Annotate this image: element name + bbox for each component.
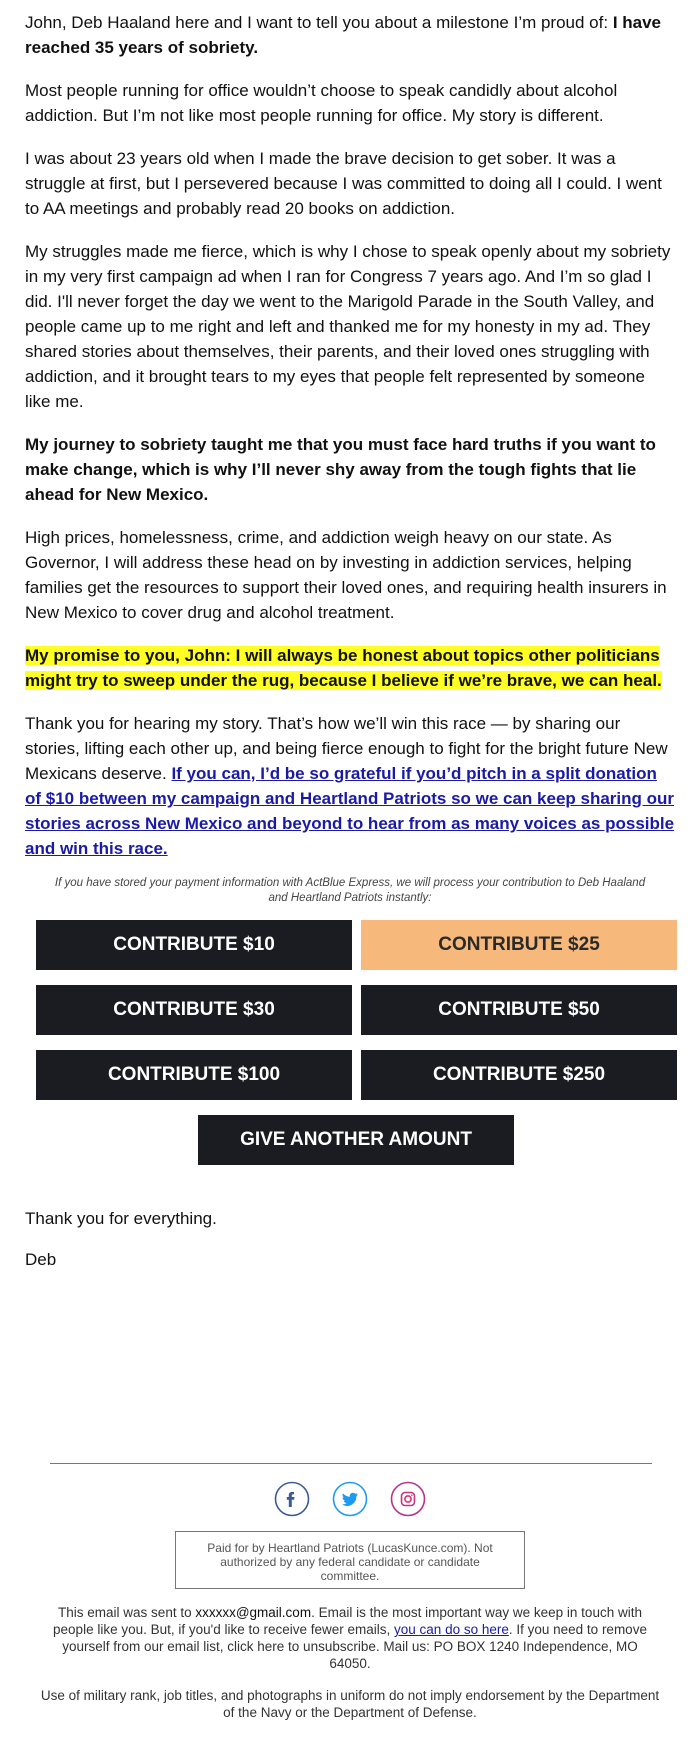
footer-divider [50,1463,652,1464]
military-disclaimer: Use of military rank, job titles, and photographs in uniform do not imply endorsement by the Department of the Navy or the Department of Defense. [40,1688,660,1720]
sent-middle: . Email is the most important way we keep in touch with people like you. But, if you'd like to receive fewer emails, [53,1605,642,1637]
sobriety-milestone: I have reached 35 years of sobriety. [25,13,662,57]
footer [40,1604,660,1736]
donate-link[interactable]: If you can, I’d be so grateful if you’d pitch in a split donation of $10 between my campaign and Heartland Patriots so we can keep sharing our stories across New Mexico and beyond to hear from as many voices as possible and win this race. [25,764,675,858]
paragraph-struggles: My struggles made me fierce, which is why I chose to speak openly about my sobriety in my very first campaign ad when I ran for Congress 7 years ago. And I’m so glad I did. I'll never forget the day we went to the Marigold Parade in the South Valley, and people came up to me right and left and thanked me for my honesty in my ad. They shared stories about themselves, their parents, and their loved ones struggling with addiction, and it brought tears to my eyes that people felt represented by someone like me. [25,242,671,411]
sent-suffix: . If you need to remove yourself from our email list, click here to unsubscribe. Mail us: PO BOX 1240 Independence, MO 64050. [62,1622,647,1671]
contribute-30-button[interactable]: CONTRIBUTE $30 [36,985,352,1035]
intro-text: John, Deb Haaland here and I want to tell you about a milestone I’m proud of: [25,13,613,32]
signature: Deb [25,1250,57,1269]
fewer-emails-link[interactable]: you can do so here [394,1622,509,1637]
social-links [0,1481,700,1517]
recipient-email: xxxxxx@gmail.com [195,1605,312,1620]
contribution-buttons [0,920,675,1165]
contribute-50-button[interactable]: CONTRIBUTE $50 [361,985,677,1035]
facebook-icon[interactable] [274,1481,310,1517]
intro-paragraph [25,10,675,60]
journey-paragraph: My journey to sobriety taught me that you must face hard truths if you want to make change, which is why I’ll never shy away from the tough fights that lie ahead for New Mexico. [25,435,656,504]
actblue-express-note: If you have stored your payment information with ActBlue Express, we will process your contribution to Deb Haaland and Heartland Patriots instantly: [54,877,646,904]
instagram-icon[interactable] [390,1481,426,1517]
give-another-amount-button[interactable]: GIVE ANOTHER AMOUNT [198,1115,514,1165]
governor-paragraph: High prices, homelessness, crime, and addiction weigh heavy on our state. As Governor, I will address these head on by investing in addiction services, helping families get the resources to support their loved ones, and requiring health insurers in New Mexico to cover drug and alcohol treatment. [25,528,667,622]
thanks-paragraph [25,711,675,861]
thanks-text: Thank you for hearing my story. That’s how we’ll win this race — by sharing our stories, lifting each other up, and being fierce enough to fight for the bright future New Mexicans deserve. [25,714,668,783]
paid-for-disclaimer: Paid for by Heartland Patriots (LucasKunce.com). Not authorized by any federal candidate or candidate committee. [175,1531,525,1589]
contribute-100-button[interactable]: CONTRIBUTE $100 [36,1050,352,1100]
contribute-250-button[interactable]: CONTRIBUTE $250 [361,1050,677,1100]
promise-paragraph [25,643,675,693]
footer-sent-notice [40,1604,660,1672]
sent-prefix: This email was sent to [58,1605,196,1620]
paragraph-candid: Most people running for office wouldn’t choose to speak candidly about alcohol addiction. But I’m not like most people running for office. My story is different. [25,81,618,125]
contribute-25-button[interactable]: CONTRIBUTE $25 [361,920,677,970]
promise-highlight: My promise to you, John: I will always be honest about topics other politicians might try to sweep under the rug, because I believe if we’re brave, we can heal. [25,646,662,690]
paragraph-sober: I was about 23 years old when I made the brave decision to get sober. It was a struggle at first, but I persevered because I was committed to doing all I could. I went to AA meetings and probably read 20 books on addiction. [25,149,662,218]
twitter-icon[interactable] [332,1481,368,1517]
contribute-10-button[interactable]: CONTRIBUTE $10 [36,920,352,970]
closing-line: Thank you for everything. [25,1209,217,1228]
